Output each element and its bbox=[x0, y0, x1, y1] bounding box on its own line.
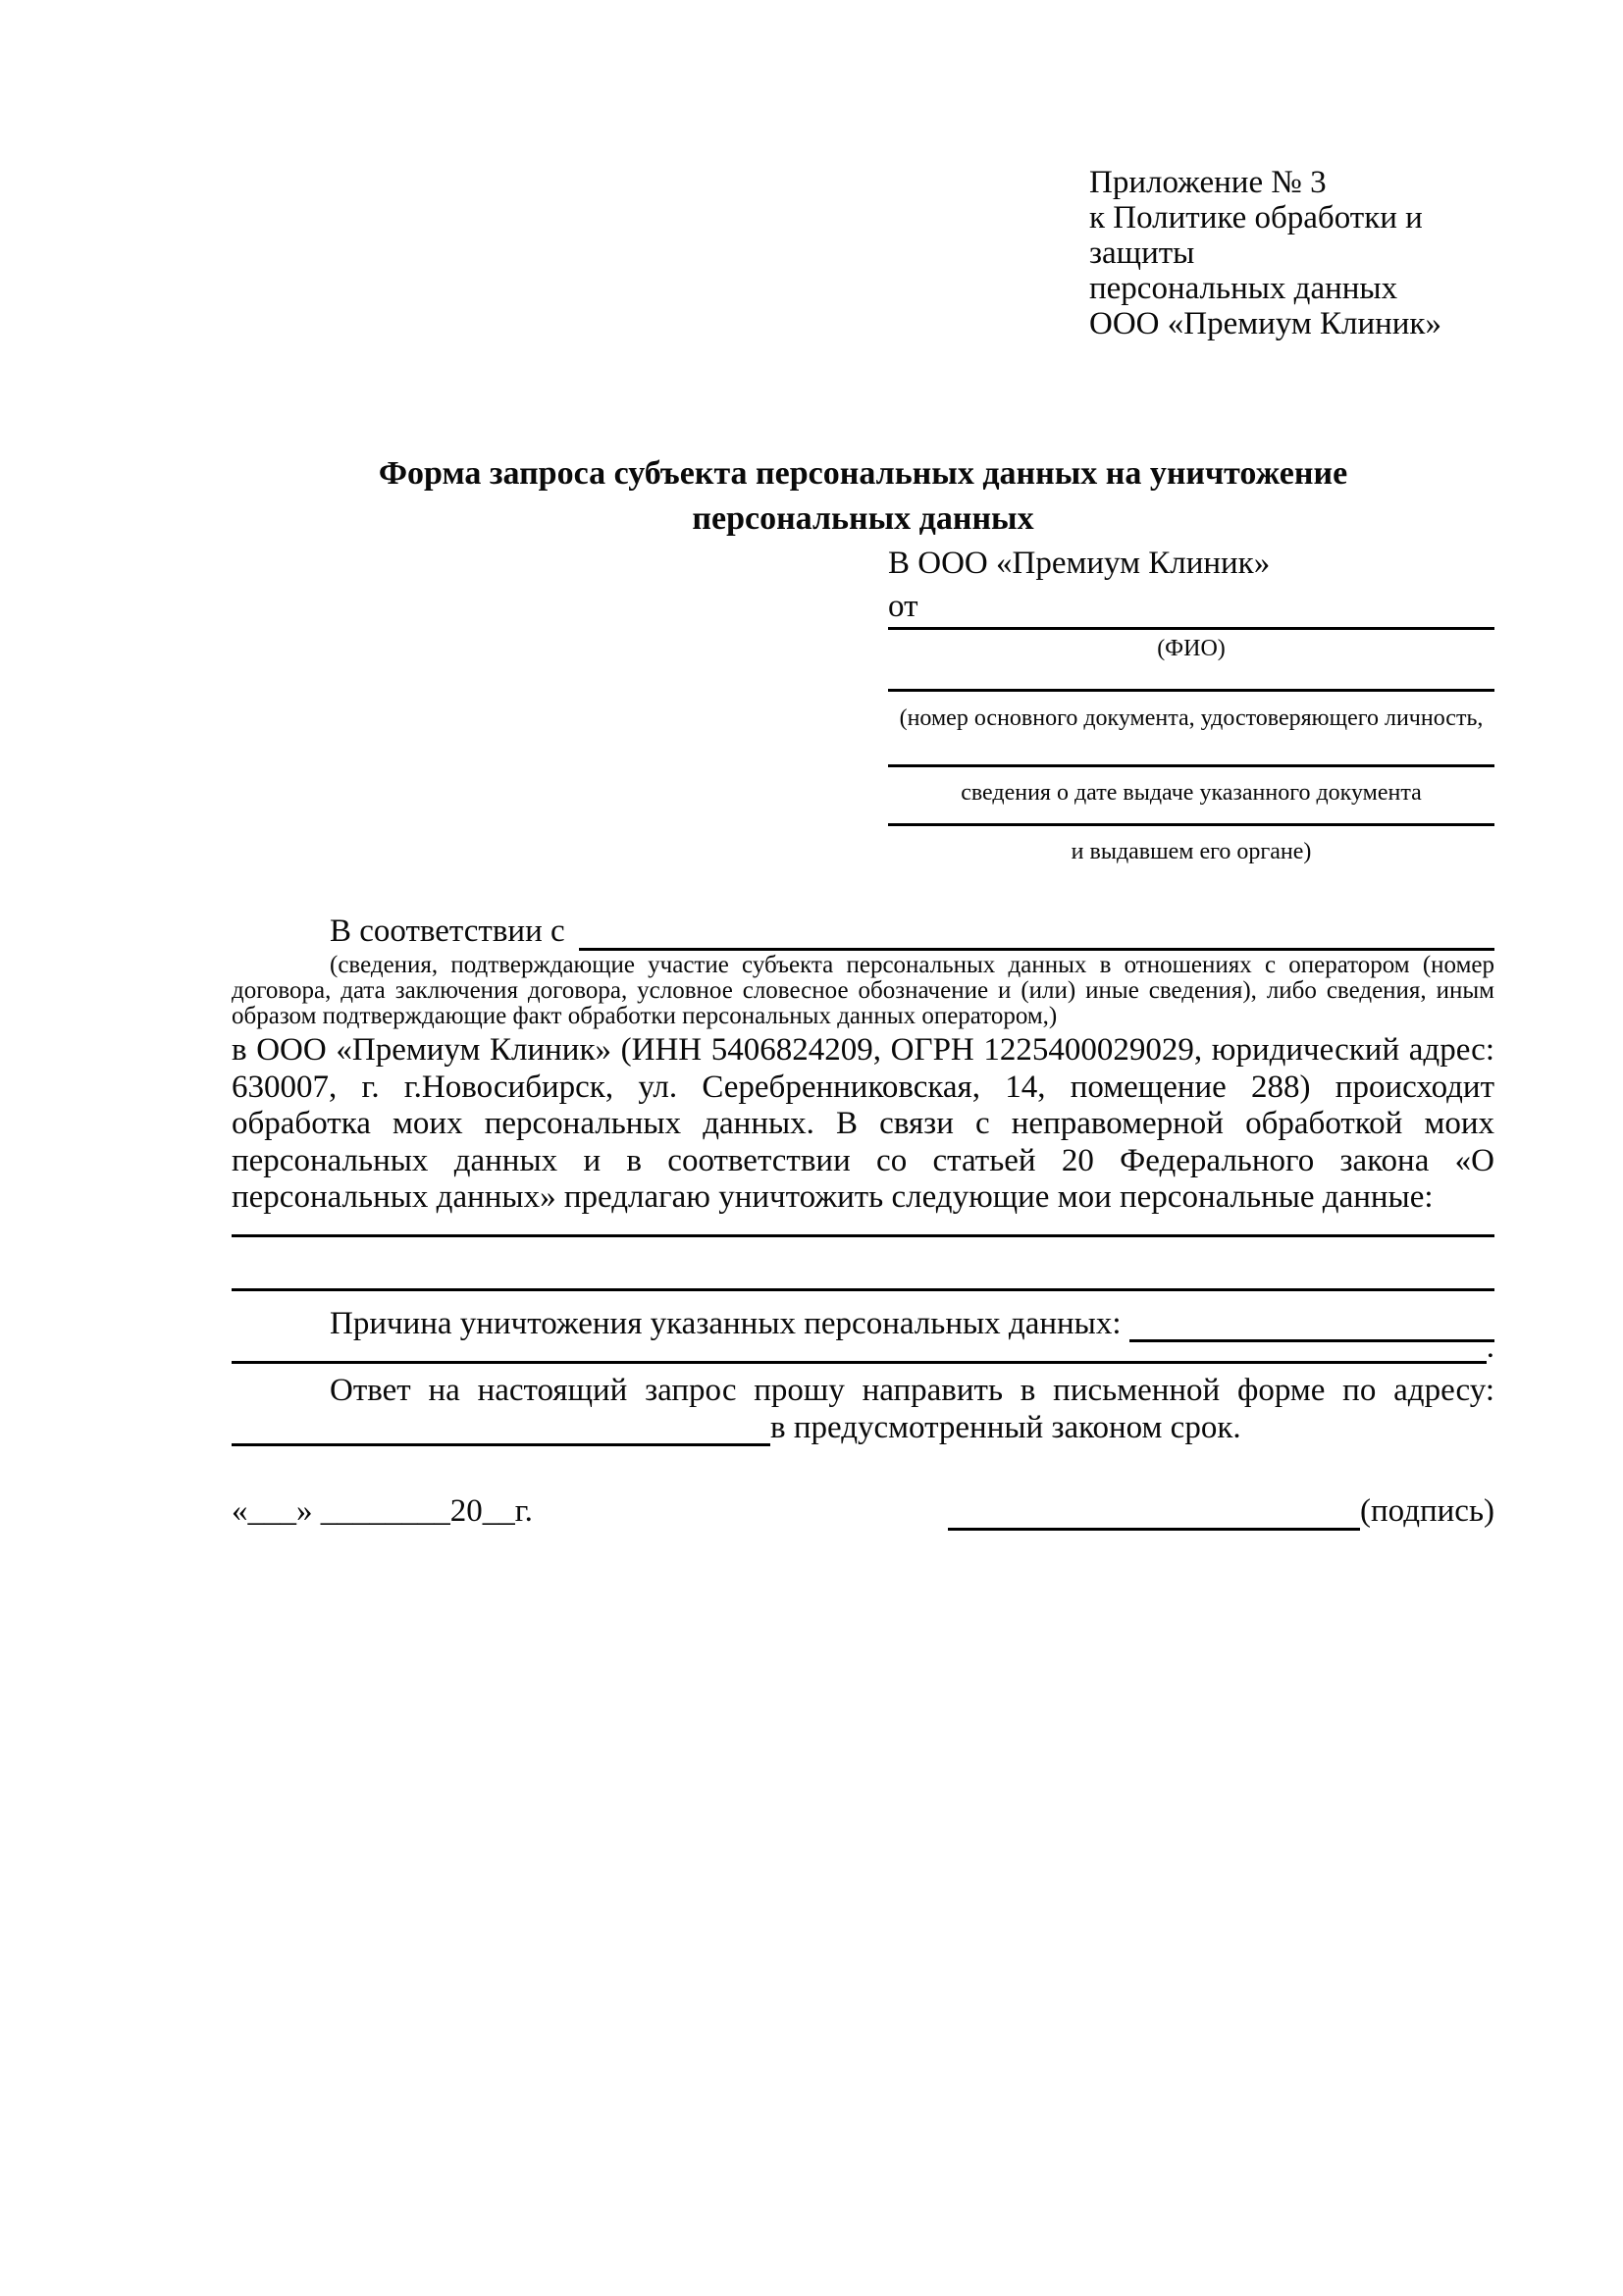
page-title bbox=[232, 451, 1494, 542]
data-blank-line-2 bbox=[232, 1288, 1494, 1291]
doc-number-blank-line bbox=[888, 689, 1494, 692]
data-blank-line-1 bbox=[232, 1234, 1494, 1237]
reason-continuation-line bbox=[232, 1329, 1494, 1365]
issue-authority-caption: и выдавшем его органе) bbox=[1071, 839, 1312, 864]
accordance-line bbox=[232, 912, 1494, 951]
note-paragraph: (сведения, подтверждающие участие субъекта персональных данных в отношениях с оператором (номер договора, дата заключения договора, условное словесное обозначение и (или) иные сведения), либо сведения, иным образом подтверждающие факт обработки персональных данных оператором,) bbox=[232, 952, 1494, 1029]
accordance-blank-line bbox=[579, 915, 1494, 951]
response-paragraph: Ответ на настоящий запрос прошу направить в письменной форме по адресу: bbox=[330, 1372, 1494, 1408]
addressee-from-label: от bbox=[888, 589, 918, 624]
page-title-line: Форма запроса субъекта персональных данных на уничтожение bbox=[378, 455, 1348, 492]
appendix-line: ООО «Премиум Клиник» bbox=[1089, 306, 1441, 341]
accordance-label: В соответствии с bbox=[330, 913, 565, 949]
reason-label: Причина уничтожения указанных персональных данных: bbox=[330, 1305, 1122, 1341]
signature-blank-line bbox=[948, 1497, 1360, 1531]
date-field: «___» ________20__г. bbox=[232, 1492, 533, 1529]
fio-blank-line bbox=[888, 627, 1494, 630]
issue-date-caption: сведения о дате выдаче указанного документа bbox=[961, 780, 1422, 806]
reason-blank-line-2 bbox=[232, 1344, 1487, 1364]
reason-blank-line bbox=[1129, 1309, 1494, 1342]
reason-line bbox=[232, 1305, 1494, 1342]
addressee-block bbox=[888, 542, 1494, 865]
response-tail-text: в предусмотренный законом срок. bbox=[770, 1409, 1241, 1445]
appendix-line: к Политике обработки и защиты bbox=[1089, 200, 1423, 271]
appendix-block bbox=[1089, 165, 1494, 341]
appendix-line: Приложение № 3 bbox=[1089, 165, 1327, 200]
addressee-to: В ООО «Премиум Клиник» bbox=[888, 546, 1271, 581]
response-address-blank-line bbox=[232, 1413, 770, 1446]
main-paragraph: в ООО «Премиум Клиник» (ИНН 5406824209, ОГРН 1225400029029, юридический адрес: 630007, г. г.Новосибирск, ул. Серебренниковская, 14, помещение 288) происходит обработка моих персональных данных. В связи с неправомерной обработкой моих персональных данных и в соответствии со статьей 20 Федерального закона «О персональных данных» предлагаю уничтожить следующие мои персональные данные: bbox=[232, 1032, 1494, 1215]
response-tail-line bbox=[232, 1409, 1494, 1446]
page-title-line: персональных данных bbox=[692, 500, 1034, 537]
signature-group bbox=[948, 1491, 1494, 1531]
appendix-line: персональных данных bbox=[1089, 271, 1398, 306]
date-signature-row bbox=[232, 1491, 1494, 1531]
issue-date-blank-line bbox=[888, 764, 1494, 767]
issue-authority-blank-line bbox=[888, 823, 1494, 826]
signature-caption: (подпись) bbox=[1360, 1492, 1494, 1529]
line-period: . bbox=[1486, 1329, 1494, 1365]
doc-number-caption: (номер основного документа, удостоверяющего личность, bbox=[899, 705, 1484, 731]
fio-caption: (ФИО) bbox=[1157, 636, 1226, 661]
